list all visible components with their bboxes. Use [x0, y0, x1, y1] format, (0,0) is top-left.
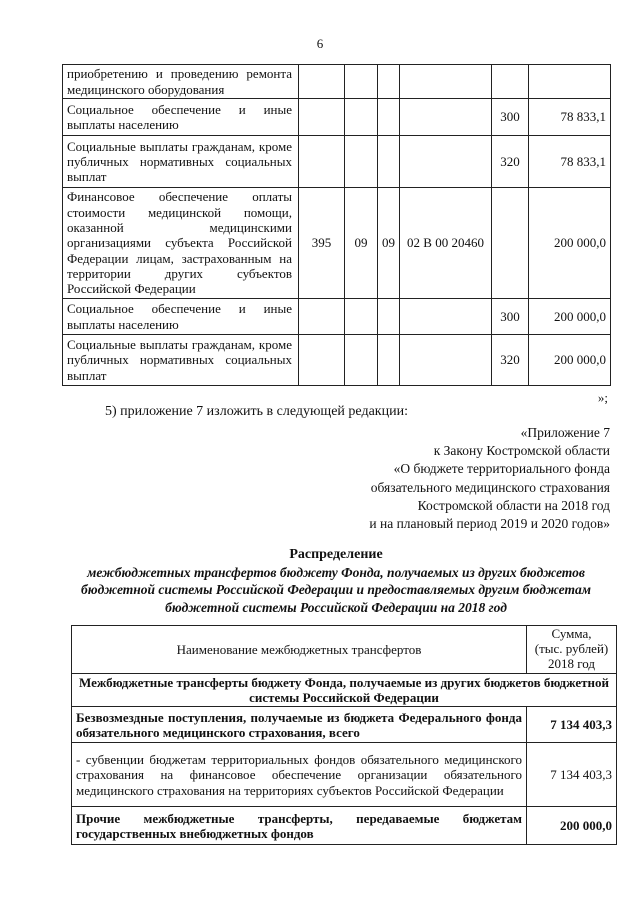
cell-subsection	[378, 136, 400, 188]
section-title: Межбюджетные трансферты бюджету Фонда, получаемые из других бюджетов бюджетной системы Российской Федерации	[72, 673, 617, 707]
cell-subsection: 09	[378, 188, 400, 299]
table-row	[63, 335, 611, 386]
cell-target: 02 В 00 20460	[400, 188, 492, 299]
appendix-line: обязательного медицинского страхования	[370, 479, 610, 495]
section-row	[72, 673, 617, 707]
row-name: Социальное обеспечение и иные выплаты населению	[63, 99, 299, 136]
appendix-line: к Закону Костромской области	[433, 443, 610, 459]
sum-header-line: 2018 год	[548, 655, 595, 671]
cell-admin	[299, 136, 345, 188]
row-name: Социальные выплаты гражданам, кроме публичных нормативных социальных выплат	[63, 136, 299, 188]
document-heading	[62, 546, 610, 616]
column-header-sum	[527, 626, 617, 674]
cell-expense-type	[492, 65, 529, 99]
row-name: Безвозмездные поступления, получаемые из бюджета Федерального фонда обязательного медицинского страхования, всего	[72, 707, 527, 743]
row-name: приобретению и проведению ремонта медицинского оборудования	[63, 65, 299, 99]
appendix-line: «О бюджете территориального фонда	[393, 461, 610, 477]
table-row	[63, 136, 611, 188]
cell-admin	[299, 65, 345, 99]
table-header-row	[72, 626, 617, 674]
cell-expense-type: 300	[492, 99, 529, 136]
row-name: Прочие межбюджетные трансферты, передаваемые бюджетам государственных внебюджетных фондов	[72, 807, 527, 845]
table-row	[72, 707, 617, 743]
row-name: Социальные выплаты гражданам, кроме публичных нормативных социальных выплат	[63, 335, 299, 386]
cell-section	[345, 299, 378, 335]
cell-section: 09	[345, 188, 378, 299]
row-name: Социальное обеспечение и иные выплаты населению	[63, 299, 299, 335]
appendix-reference	[369, 424, 610, 533]
cell-amount	[529, 65, 611, 99]
cell-admin	[299, 99, 345, 136]
cell-target	[400, 65, 492, 99]
sum-header-line: (тыс. рублей)	[534, 640, 609, 656]
table-row	[72, 743, 617, 807]
row-name: - субвенции бюджетам территориальных фондов обязательного медицинского страхования на финансовое обеспечение организации обязательного медицинского страхования на территориях субъектов Российской Федерации	[72, 743, 527, 807]
cell-admin	[299, 299, 345, 335]
appendix-line: Костромской области на 2018 год	[417, 497, 610, 513]
cell-expense-type: 320	[492, 335, 529, 386]
row-amount: 7 134 403,3	[527, 707, 617, 743]
cell-amount: 200 000,0	[529, 299, 611, 335]
cell-admin: 395	[299, 188, 345, 299]
column-header-name: Наименование межбюджетных трансфертов	[72, 626, 527, 674]
cell-section	[345, 65, 378, 99]
amendment-instruction: 5) приложение 7 изложить в следующей редакции:	[105, 404, 408, 419]
row-name: Финансовое обеспечение оплаты стоимости медицинской помощи, оказанной медицинскими организациями субъекта Российской Федерации лицам, застрахованным на территории других субъектов Российской Федерации	[63, 188, 299, 299]
page-number: 6	[316, 36, 324, 51]
cell-amount: 78 833,1	[529, 99, 611, 136]
heading-subtitle: межбюджетных трансфертов бюджету Фонда, получаемых из других бюджетов бюджетной системы Российской Федерации и предоставляемых другим бюджетам бюджетной системы Российской Федерации на 2018 год	[80, 564, 591, 615]
cell-amount: 200 000,0	[529, 335, 611, 386]
cell-expense-type: 300	[492, 299, 529, 335]
cell-amount: 78 833,1	[529, 136, 611, 188]
cell-section	[345, 99, 378, 136]
table-row	[63, 65, 611, 99]
cell-amount: 200 000,0	[529, 188, 611, 299]
cell-target	[400, 335, 492, 386]
cell-section	[345, 136, 378, 188]
cell-target	[400, 136, 492, 188]
table-row	[63, 99, 611, 136]
cell-subsection	[378, 299, 400, 335]
appendix-line: «Приложение 7	[520, 425, 610, 440]
cell-expense-type	[492, 188, 529, 299]
closing-quote: »;	[597, 390, 608, 405]
cell-subsection	[378, 65, 400, 99]
cell-section	[345, 335, 378, 386]
budget-table-continued	[62, 64, 611, 386]
row-amount: 200 000,0	[527, 807, 617, 845]
transfers-table	[71, 625, 617, 845]
cell-admin	[299, 335, 345, 386]
cell-target	[400, 99, 492, 136]
cell-target	[400, 299, 492, 335]
cell-expense-type: 320	[492, 136, 529, 188]
row-amount: 7 134 403,3	[527, 743, 617, 807]
table-row	[63, 188, 611, 299]
cell-subsection	[378, 99, 400, 136]
sum-header-line: Сумма,	[551, 626, 592, 641]
table-row	[63, 299, 611, 335]
table-row	[72, 807, 617, 845]
cell-subsection	[378, 335, 400, 386]
heading-title: Распределение	[289, 547, 383, 562]
appendix-line: и на плановый период 2019 и 2020 годов»	[369, 516, 610, 532]
